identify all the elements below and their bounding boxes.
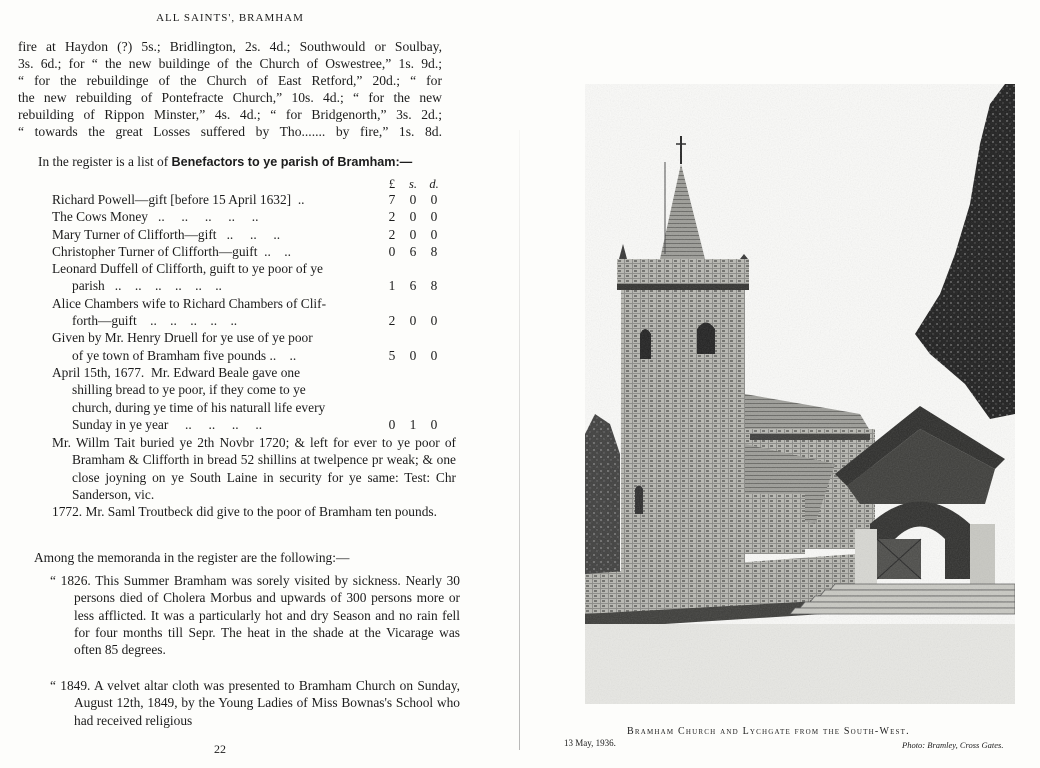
- benefactor-amount: [374, 416, 444, 433]
- page-number: 22: [214, 742, 226, 756]
- pence-header: d.: [429, 177, 439, 191]
- benefactor-row: [52, 329, 444, 364]
- benefactor-line: Given by Mr. Henry Druell for ye use of ye poor: [52, 330, 313, 346]
- benefactors-ledger: [52, 176, 444, 433]
- benefactor-amount: [374, 243, 444, 260]
- benefactor-line: parish .. .. .. .. .. ..: [72, 278, 222, 294]
- benefactor-line: Christopher Turner of Clifforth—guift .. ..: [52, 243, 291, 259]
- benefactor-amount: [374, 208, 444, 225]
- benefactor-line: Alice Chambers wife to Richard Chambers of Clif-: [52, 295, 327, 311]
- running-head: ALL SAINTS', BRAMHAM: [156, 12, 304, 24]
- pence-value: 0: [430, 209, 438, 225]
- pence-value: 0: [430, 192, 438, 207]
- pounds-value: 5: [388, 347, 396, 363]
- shillings-value: 0: [409, 209, 417, 225]
- benefactor-description: [52, 208, 374, 225]
- paragraph-donations: [18, 38, 442, 140]
- benefactor-row: [52, 226, 444, 243]
- benefactor-line: shilling bread to ye poor, if they come to ye: [72, 382, 306, 398]
- benefactor-line: of ye town of Bramham five pounds .. ..: [72, 347, 297, 363]
- pounds-value: 1: [388, 278, 396, 294]
- benefactor-amount: [374, 191, 444, 208]
- pounds-header: £: [388, 177, 396, 191]
- pence-value: 0: [430, 226, 438, 242]
- pounds-value: 2: [388, 209, 396, 225]
- shillings-value: 6: [409, 243, 417, 259]
- photo-credit: Photo: Bramley, Cross Gates.: [902, 740, 1004, 750]
- benefactor-line: Richard Powell—gift [before 15 April 1632] ..: [52, 192, 305, 207]
- benefactor-amount: [374, 226, 444, 243]
- benefactor-row: [52, 208, 444, 225]
- text-line: the new rebuilding of Pontefracte Church,” 10s. 4d.; “ for the new: [18, 90, 442, 105]
- church-photograph: [585, 84, 1015, 704]
- text-line: fire at Haydon (?) 5s.; Bridlington, 2s. 4d.; Southwould or Soulbay,: [18, 39, 442, 54]
- shillings-value: 1: [409, 416, 417, 432]
- benefactor-row: [52, 243, 444, 260]
- benefactor-line: church, during ye time of his naturall life every: [72, 399, 326, 415]
- right-page: [521, 0, 1040, 768]
- benefactor-description: [52, 329, 374, 364]
- benefactor-amount: [374, 347, 444, 364]
- benefactor-line: Sunday in ye year .. .. .. ..: [72, 416, 263, 432]
- benefactor-description: [52, 295, 374, 330]
- pence-value: 0: [430, 416, 438, 432]
- pence-value: 0: [430, 347, 438, 363]
- benefactor-line: Mary Turner of Clifforth—gift .. .. ..: [52, 226, 281, 242]
- pounds-value: 0: [388, 416, 396, 432]
- text-line: rebuilding of Rippon Minster,” 4s. 4d.; “ for Bridgenorth,” 3s. 2d.;: [18, 107, 442, 122]
- benefactor-description: [52, 260, 374, 295]
- benefactor-description: [52, 364, 374, 433]
- pence-value: 8: [430, 278, 438, 294]
- benefactor-description: [52, 243, 374, 260]
- pounds-value: 0: [388, 243, 396, 259]
- shillings-value: 0: [409, 313, 417, 329]
- benefactor-amount: [374, 312, 444, 329]
- benefactor-description: [52, 226, 374, 243]
- pounds-value: 7: [388, 192, 396, 207]
- benefactor-description: [52, 191, 374, 208]
- pounds-value: 2: [388, 226, 396, 242]
- benefactor-line: Leonard Duffell of Clifforth, guift to ye poor of ye: [52, 261, 323, 277]
- pence-value: 0: [430, 313, 438, 329]
- register-intro: [38, 154, 412, 170]
- register-intro-text: In the register is a list of: [38, 154, 169, 169]
- benefactor-row: [52, 260, 444, 295]
- photo-caption: Bramham Church and Lychgate from the South-West.: [627, 726, 910, 737]
- benefactor-row: [52, 364, 444, 433]
- benefactors-heading: Benefactors to ye parish of Bramham:—: [171, 155, 413, 169]
- pounds-value: 2: [388, 313, 396, 329]
- benefactor-line: April 15th, 1677. Mr. Edward Beale gave one: [52, 364, 301, 380]
- text-line: “ for the rebuildinge of the Church of East Retford,” 20d.; “ for: [18, 73, 442, 88]
- shillings-value: 6: [409, 278, 417, 294]
- text-line: 3s. 6d.; for “ the new buildinge of the Church of Oswestree,” 1s. 9d.;: [18, 56, 442, 71]
- benefactor-line: forth—guift .. .. .. .. ..: [72, 313, 238, 329]
- shillings-value: 0: [409, 226, 417, 242]
- benefactor-amount: [374, 277, 444, 294]
- memoranda-intro: Among the memoranda in the register are the following:—: [34, 550, 350, 565]
- shillings-value: 0: [409, 192, 417, 207]
- shillings-value: 0: [409, 347, 417, 363]
- memo-1826: “ 1826. This Summer Bramham was sorely visited by sickness. Nearly 30 persons died of Cholera Morbus and upwards of 300 persons more or less afflicted. It was a particularly hot and dry Season and no rain fell for four months till Sepr. The heat in the shade at the Vicarage was often 85 degrees.: [50, 573, 460, 658]
- pence-value: 8: [430, 243, 438, 259]
- text-line: “ towards the great Losses suffered by Tho....... by fire,” 1s. 8d.: [18, 124, 442, 139]
- photo-date: 13 May, 1936.: [564, 738, 616, 748]
- shillings-header: s.: [409, 177, 417, 191]
- troutbeck-entry: 1772. Mr. Saml Troutbeck did give to the poor of Bramham ten pounds.: [52, 504, 437, 519]
- benefactor-row: [52, 295, 444, 330]
- ledger-header: [52, 176, 444, 191]
- book-gutter: [519, 130, 520, 750]
- tait-entry: Mr. Willm Tait buried ye 2th Novbr 1720; & left for ever to ye poor of Bramham & Clifforth in bread 52 shillins at twelpence pr weak; & one close joyning on ye South Laine in security for ye same: Test: Chr Sanderson, vic.: [52, 435, 456, 502]
- benefactor-row: [52, 191, 444, 208]
- benefactor-line: The Cows Money .. .. .. .. ..: [52, 209, 259, 225]
- memo-1849: “ 1849. A velvet altar cloth was presented to Bramham Church on Sunday, August 12th, 1849, by the Young Ladies of Miss Bownas's School who had received religious: [50, 678, 460, 728]
